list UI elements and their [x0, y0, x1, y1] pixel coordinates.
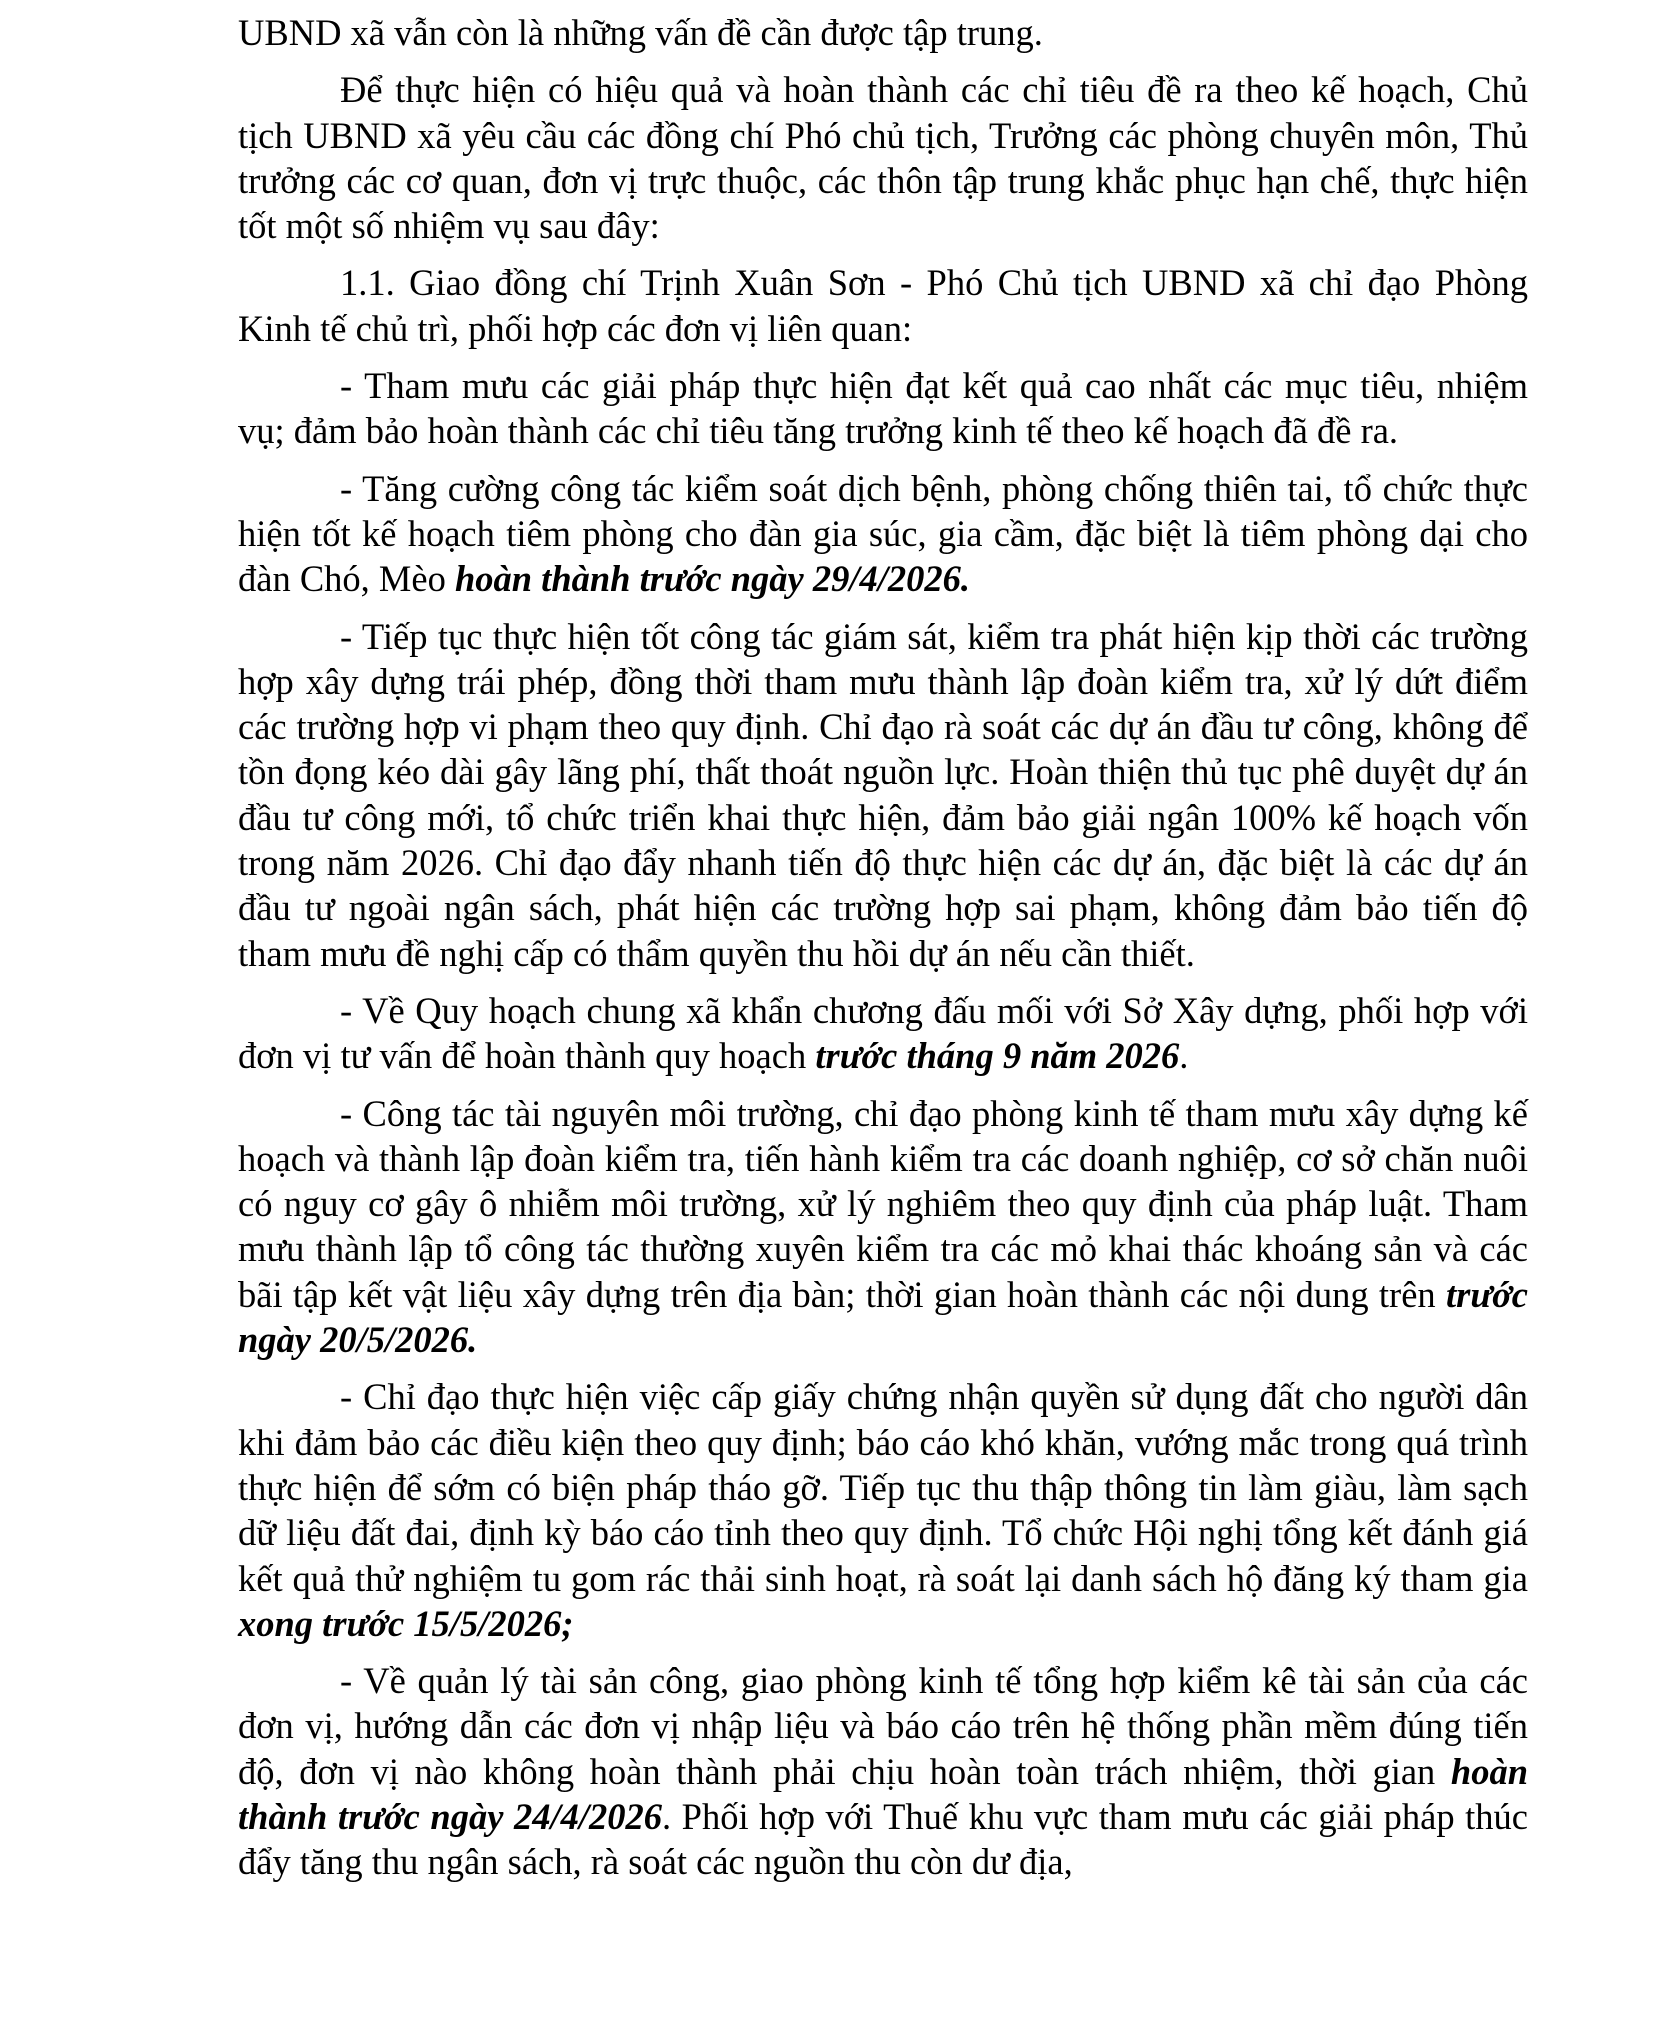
- paragraph-9-text: - Về quản lý tài sản công, giao phòng kinh tế tổng hợp kiểm kê tài sản của các đơn vị, hướng dẫn các đơn vị nhập liệu và báo cáo trên hệ thống phần mềm đúng tiến độ, đơn vị nào không hoàn thành phải chịu hoàn toàn trách nhiệm, thời gian: [238, 1660, 1528, 1792]
- paragraph-6-deadline: trước tháng 9 năm 2026: [815, 1035, 1180, 1077]
- paragraph-7: [238, 1091, 1528, 1363]
- paragraph-0: [238, 10, 1528, 55]
- paragraph-3: [238, 363, 1528, 454]
- paragraph-2: [238, 260, 1528, 351]
- paragraph-6-text: - Về Quy hoạch chung xã khẩn chương đấu mối với Sở Xây dựng, phối hợp với đơn vị tư vấn để hoàn thành quy hoạch: [238, 989, 1528, 1077]
- paragraph-0-text: UBND xã vẫn còn là những vấn đề cần được tập trung.: [238, 12, 1043, 53]
- paragraph-4: [238, 466, 1528, 602]
- paragraph-1: [238, 67, 1528, 248]
- paragraph-1-text: Để thực hiện có hiệu quả và hoàn thành các chỉ tiêu đề ra theo kế hoạch, Chủ tịch UBND xã yêu cầu các đồng chí Phó chủ tịch, Trưởng các phòng chuyên môn, Thủ trưởng các cơ quan, đơn vị trực thuộc, các thôn tập trung khắc phục hạn chế, thực hiện tốt một số nhiệm vụ sau đây:: [238, 69, 1528, 247]
- paragraph-2-text: 1.1. Giao đồng chí Trịnh Xuân Sơn - Phó Chủ tịch UBND xã chỉ đạo Phòng Kinh tế chủ trì, phối hợp các đơn vị liên quan:: [238, 262, 1528, 349]
- paragraph-5-text: - Tiếp tục thực hiện tốt công tác giám sát, kiểm tra phát hiện kịp thời các trường hợp xây dựng trái phép, đồng thời tham mưu thành lập đoàn kiểm tra, xử lý dứt điểm các trường hợp vi phạm theo quy định. Chỉ đạo rà soát các dự án đầu tư công, không để tồn đọng kéo dài gây lãng phí, thất thoát nguồn lực. Hoàn thiện thủ tục phê duyệt dự án đầu tư công mới, tổ chức triển khai thực hiện, đảm bảo giải ngân 100% kế hoạch vốn trong năm 2026. Chỉ đạo đẩy nhanh tiến độ thực hiện các dự án, đặc biệt là các dự án đầu tư ngoài ngân sách, phát hiện các trường hợp sai phạm, không đảm bảo tiến độ tham mưu đề nghị cấp có thẩm quyền thu hồi dự án nếu cần thiết.: [238, 615, 1528, 974]
- paragraph-7-deadline: trước ngày 20/5/2026.: [238, 1273, 1528, 1361]
- paragraph-7-text: - Công tác tài nguyên môi trường, chỉ đạo phòng kinh tế tham mưu xây dựng kế hoạch và thành lập đoàn kiểm tra, tiến hành kiểm tra các doanh nghiệp, cơ sở chăn nuôi có nguy cơ gây ô nhiễm môi trường, xử lý nghiêm theo quy định của pháp luật. Tham mưu thành lập tổ công tác thường xuyên kiểm tra các mỏ khai thác khoáng sản và các bãi tập kết vật liệu xây dựng trên địa bàn; thời gian hoàn thành các nội dung trên: [238, 1092, 1528, 1315]
- paragraph-8-deadline: xong trước 15/5/2026;: [238, 1602, 574, 1644]
- paragraph-5: [238, 614, 1528, 976]
- paragraph-9: [238, 1658, 1528, 1884]
- paragraph-3-text: - Tham mưu các giải pháp thực hiện đạt kết quả cao nhất các mục tiêu, nhiệm vụ; đảm bảo hoàn thành các chỉ tiêu tăng trưởng kinh tế theo kế hoạch đã đề ra.: [238, 365, 1528, 452]
- paragraph-6: [238, 988, 1528, 1079]
- paragraph-4-deadline: hoàn thành trước ngày 29/4/2026.: [454, 558, 970, 600]
- paragraph-9-tail: . Phối hợp với Thuế khu vực tham mưu các giải pháp thúc đẩy tăng thu ngân sách, rà soát các nguồn thu còn dư địa,: [238, 1795, 1528, 1883]
- paragraph-4-text: - Tăng cường công tác kiểm soát dịch bệnh, phòng chống thiên tai, tổ chức thực hiện tốt kế hoạch tiêm phòng cho đàn gia súc, gia cầm, đặc biệt là tiêm phòng dại cho đàn Chó, Mèo: [238, 467, 1528, 600]
- paragraph-9-deadline: hoàn thành trước ngày 24/4/2026: [238, 1750, 1528, 1837]
- paragraph-8-text: - Chỉ đạo thực hiện việc cấp giấy chứng nhận quyền sử dụng đất cho người dân khi đảm bảo các điều kiện theo quy định; báo cáo khó khăn, vướng mắc trong quá trình thực hiện để sớm có biện pháp tháo gỡ. Tiếp tục thu thập thông tin làm giàu, làm sạch dữ liệu đất đai, định kỳ báo cáo tỉnh theo quy định. Tổ chức Hội nghị tổng kết đánh giá kết quả thử nghiệm tu gom rác thải sinh hoạt, rà soát lại danh sách hộ đăng ký tham gia: [238, 1376, 1528, 1599]
- document-page: [238, 10, 1528, 1897]
- paragraph-8: [238, 1374, 1528, 1646]
- paragraph-6-tail: .: [1179, 1035, 1189, 1077]
